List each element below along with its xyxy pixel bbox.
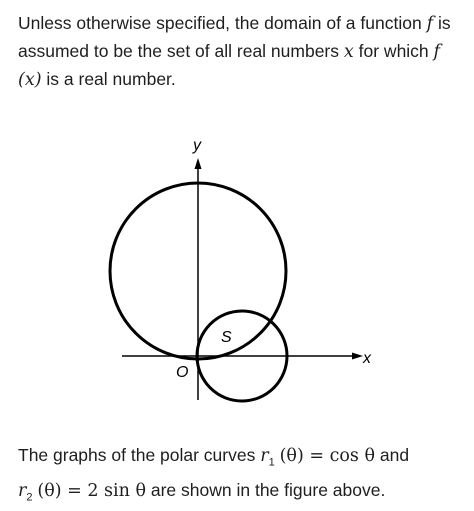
y-axis-label: y <box>193 137 201 154</box>
intro-part1: Unless otherwise specified, the domain of a function <box>18 13 422 33</box>
function-of-x: f (x) <box>18 42 441 90</box>
intro-text <box>18 10 458 94</box>
intro-part3: for which <box>358 41 429 61</box>
r1-subscript: 1 <box>268 456 275 469</box>
r2-equation: (θ) = 2 sin θ <box>37 480 146 501</box>
caption-and: and <box>379 445 410 465</box>
y-axis-arrow <box>195 158 202 169</box>
intro-part2: is assumed to be the set of all real numbers <box>18 13 451 61</box>
intro-part4: is a real number. <box>46 69 176 89</box>
r2-symbol: r <box>18 480 27 501</box>
r2-subscript: 2 <box>26 491 33 503</box>
caption-part1: The graphs of the polar curves <box>18 445 256 465</box>
r1-equation: (θ) = cos θ <box>279 446 376 466</box>
curve-r2 <box>110 183 286 359</box>
caption-text <box>18 442 458 511</box>
r1-symbol: r <box>260 446 269 466</box>
curve-r1 <box>197 311 287 401</box>
origin-label: O <box>176 364 189 381</box>
region-s-label: S <box>221 329 232 346</box>
x-axis-label: x <box>363 350 371 367</box>
caption-part2: are shown in the figure above. <box>150 479 386 500</box>
function-symbol: f <box>426 14 434 34</box>
variable-x: x <box>343 42 354 62</box>
x-axis-arrow <box>352 353 363 360</box>
